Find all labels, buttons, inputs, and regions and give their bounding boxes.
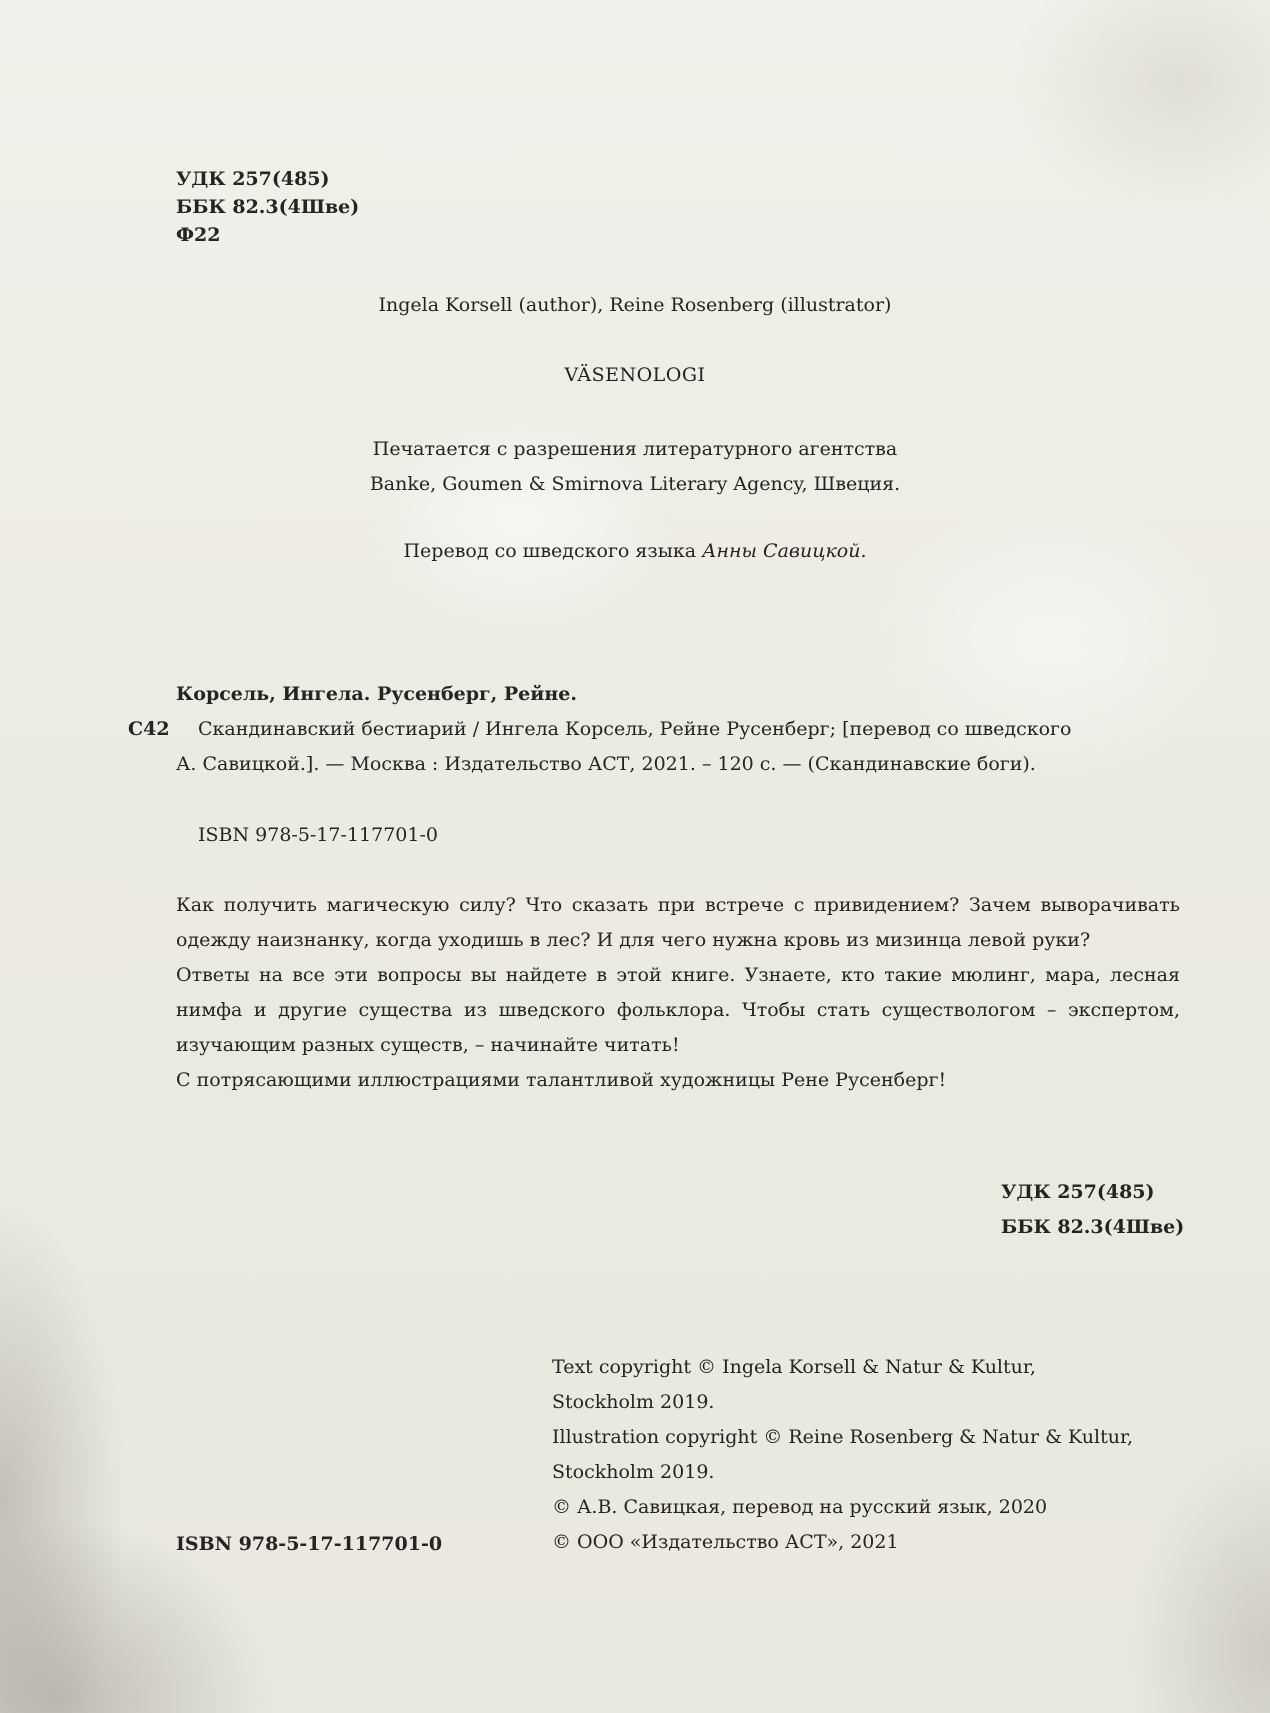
original-title: VÄSENOLOGI <box>564 364 706 386</box>
copyright-line: Stockholm 2019. <box>552 1391 715 1413</box>
annotation-paragraph: С потрясающими иллюстрациями талантливой художницы Рене Русенберг! <box>176 1069 947 1091</box>
classification-codes-bottom <box>1001 1175 1184 1245</box>
annotation-paragraph: Ответы на все эти вопросы вы найдете в этой книге. Узнаете, кто такие мюлинг, мара, лесная нимфа и другие существа из шведского фольклора. Чтобы стать существологом – экспертом, изучающим разных существ, – начинайте читать! <box>176 964 1180 1056</box>
copyright-line: © ООО «Издательство АСТ», 2021 <box>552 1531 899 1553</box>
udk-code: УДК 257(485) <box>176 168 330 190</box>
copyright-line: Illustration copyright © Reine Rosenberg & Natur & Kultur, <box>552 1426 1134 1448</box>
annotation-paragraph: Как получить магическую силу? Что сказать при встрече с привидением? Зачем выворачивать одежду наизнанку, когда уходишь в лес? И для чего нужна кровь из мизинца левой руки? <box>176 894 1180 951</box>
translator-name: Анны Савицкой. <box>702 540 867 562</box>
bbk-code: ББК 82.3(4Шве) <box>176 196 360 218</box>
bbk-code: ББК 82.3(4Шве) <box>1001 1216 1185 1238</box>
classification-codes-top <box>176 165 359 249</box>
permission-line: Печатается с разрешения литературного агентства <box>372 438 898 460</box>
bibliographic-author-heading: Корсель, Ингела. Русенберг, Рейне. <box>176 683 577 705</box>
udk-code: УДК 257(485) <box>1001 1181 1155 1203</box>
annotation <box>176 888 1180 1098</box>
credits-line: Ingela Korsell (author), Reine Rosenberg (illustrator) <box>378 294 892 316</box>
permission-note <box>0 432 1270 502</box>
author-mark: Ф22 <box>176 224 221 246</box>
bibliographic-isbn: ISBN 978-5-17-117701-0 <box>198 824 438 846</box>
permission-line: Banke, Goumen & Smirnova Literary Agency, Швеция. <box>369 473 901 495</box>
copyright-line: Stockholm 2019. <box>552 1461 715 1483</box>
copyright-line: © А.В. Савицкая, перевод на русский язык, 2020 <box>552 1496 1048 1518</box>
copyright-line: Text copyright © Ingela Korsell & Natur & Kultur, <box>552 1356 1036 1378</box>
translation-prefix: Перевод со шведского языка <box>403 540 703 562</box>
bibliographic-class-mark: С42 <box>128 718 170 740</box>
copyright-block <box>552 1350 1133 1560</box>
bibliographic-description-line: Скандинавский бестиарий / Ингела Корсель, Рейне Русенберг; [перевод со шведского <box>198 718 1072 740</box>
translation-note <box>0 534 1270 569</box>
isbn-bottom: ISBN 978-5-17-117701-0 <box>176 1533 443 1555</box>
bibliographic-description-line: А. Савицкой.]. — Москва : Издательство АСТ, 2021. – 120 с. — (Скандинавские боги). <box>176 753 1036 775</box>
